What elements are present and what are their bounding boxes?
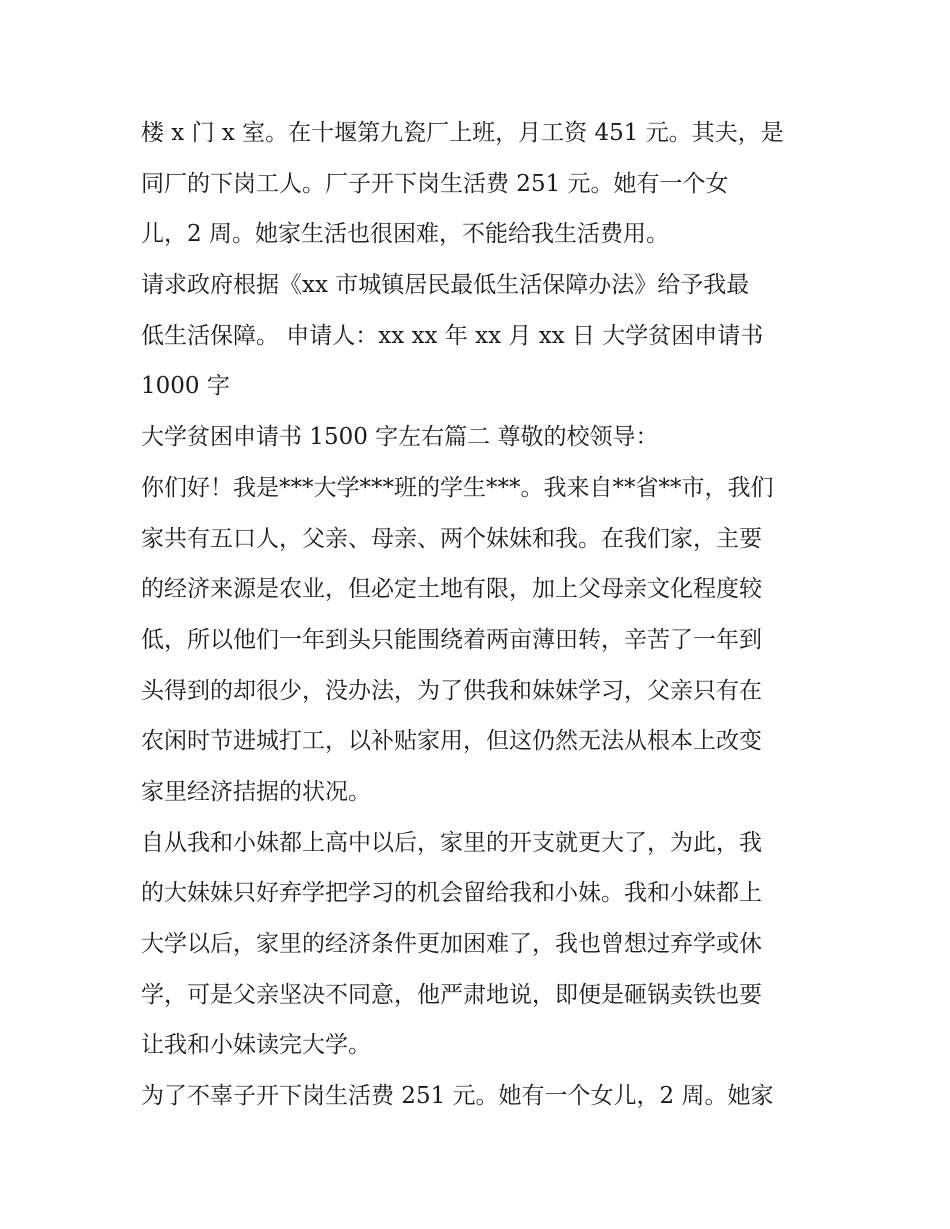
text-line: 学，可是父亲坚决不同意，他严肃地说，即便是砸锅卖铁也要 [141,981,762,1008]
text-line: 请求政府根据《xx 市城镇居民最低生活保障办法》给予我最 [141,272,750,299]
text-line: 同厂的下岗工人。厂子开下岗生活费 251 元。她有一个女 [141,170,729,197]
text-line: 1000 字 [141,373,230,400]
text-line: 为了不辜子开下岗生活费 251 元。她有一个女儿，2 周。她家 [141,1083,774,1110]
text-line: 自从我和小妹都上高中以后，家里的开支就更大了，为此，我 [141,829,762,856]
text-line: 低，所以他们一年到头只能围绕着两亩薄田转，辛苦了一年到 [141,626,762,653]
text-line: 大学以后，家里的经济条件更加困难了，我也曾想过弃学或休 [141,931,762,957]
text-line: 楼 x 门 x 室。在十堰第九瓷厂上班，月工资 451 元。其夫，是 [141,120,784,146]
text-line: 家里经济拮据的状况。 [141,778,371,805]
text-line: 头得到的却很少，没办法，为了供我和妹妹学习，父亲只有在 [141,677,762,704]
text-line: 农闲时节进城打工，以补贴家用，但这仍然无法从根本上改变 [141,728,762,755]
text-line: 家共有五口人，父亲、母亲、两个妹妹和我。在我们家，主要 [141,525,762,552]
text-line: 低生活保障。 申请人：xx xx 年 xx 月 xx 日 大学贫困申请书 [141,322,764,349]
document-body [141,108,821,1122]
text-line: 大学贫困申请书 1500 字左右篇二 尊敬的校领导： [141,424,659,451]
text-line: 儿，2 周。她家生活也很困难，不能给我生活费用。 [141,221,669,248]
text-line: 的大妹妹只好弃学把学习的机会留给我和小妹。我和小妹都上 [141,880,762,907]
text-line: 的经济来源是农业，但必定土地有限，加上父母亲文化程度较 [141,576,762,603]
text-line: 你们好！我是***大学***班的学生***。我来自**省**市，我们 [141,474,774,501]
text-line: 让我和小妹读完大学。 [141,1032,371,1059]
